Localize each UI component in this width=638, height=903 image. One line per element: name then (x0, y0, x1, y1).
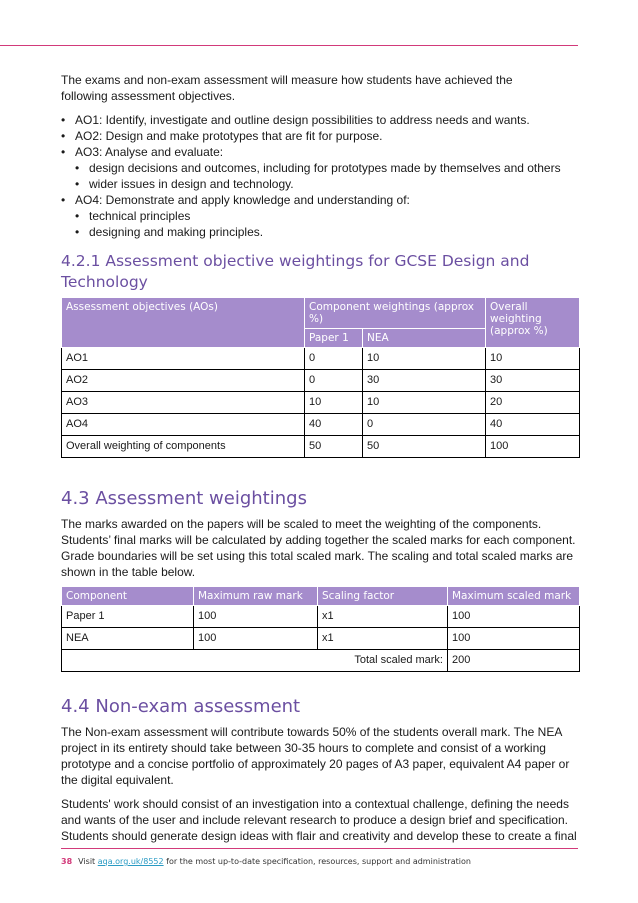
cell-overall: 20 (486, 392, 580, 414)
page-content (61, 72, 581, 844)
cell-overall: 10 (486, 348, 580, 370)
cell-component: Paper 1 (62, 606, 194, 628)
col-paper1-header: Paper 1 (305, 329, 363, 348)
cell-nea: 10 (363, 348, 486, 370)
cell-paper1: 50 (305, 436, 363, 458)
col-ao-header: Assessment objectives (AOs) (62, 298, 305, 348)
cell-ao: Overall weighting of components (62, 436, 305, 458)
cell-overall: 30 (486, 370, 580, 392)
section-44-para1: The Non-exam assessment will contribute towards 50% of the students overall mark. The NEA project in its entirety should take between 30-35 hours to complete and consist of a working prototype and a concise portfolio of approximately 20 pages of A3 paper, equivalent A4 paper or the digital equivalent. (61, 725, 570, 787)
cell-paper1: 0 (305, 348, 363, 370)
footer-link[interactable]: aqa.org.uk/8552 (97, 857, 164, 866)
scaling-col-header: Component (62, 587, 194, 606)
scaling-table (61, 586, 580, 672)
cell-paper1: 10 (305, 392, 363, 414)
cell-raw: 100 (194, 628, 318, 650)
intro-text: The exams and non-exam assessment will measure how students have achieved the following assessment objectives. (61, 73, 513, 103)
col-comp-header: Component weightings (approx %) (305, 298, 486, 329)
ao-weightings-table (61, 297, 580, 458)
bottom-rule (61, 848, 578, 849)
cell-paper1: 40 (305, 414, 363, 436)
cell-component: NEA (62, 628, 194, 650)
section-421-heading: 4.2.1 Assessment objective weightings for GCSE Design and Technology (61, 252, 530, 291)
table-row (62, 348, 580, 370)
scaling-col-header: Scaling factor (318, 587, 448, 606)
cell-overall: 40 (486, 414, 580, 436)
cell-nea: 10 (363, 392, 486, 414)
table-row (62, 606, 580, 628)
table-row (62, 414, 580, 436)
objective-item: • AO2: Design and make prototypes that are fit for purpose. (61, 128, 581, 144)
cell-ao: AO4 (62, 414, 305, 436)
footer-visit: Visit (78, 857, 96, 866)
col-overall-header: Overall weighting (approx %) (486, 298, 580, 348)
cell-ao: AO2 (62, 370, 305, 392)
objective-item: • AO1: Identify, investigate and outline design possibilities to address needs and wants. (61, 112, 581, 128)
objective-item: • designing and making principles. (61, 224, 581, 240)
cell-nea: 0 (363, 414, 486, 436)
cell-nea: 30 (363, 370, 486, 392)
cell-scaled: 100 (448, 606, 580, 628)
cell-ao: AO3 (62, 392, 305, 414)
section-44-para2: Students' work should consist of an investigation into a contextual challenge, defining the needs and wants of the user and include relevant research to produce a design brief and specification. Students should generate design ideas with flair and creativity and develop these to create a final (61, 797, 577, 843)
total-scaled-value: 200 (448, 650, 580, 672)
cell-scaling: x1 (318, 606, 448, 628)
table-row (62, 392, 580, 414)
cell-nea: 50 (363, 436, 486, 458)
section-43-heading: 4.3 Assessment weightings (61, 488, 307, 509)
objective-item: • AO3: Analyse and evaluate: (61, 144, 581, 160)
objective-item: • technical principles (61, 208, 581, 224)
objective-item: • design decisions and outcomes, including for prototypes made by themselves and others (61, 160, 581, 176)
cell-ao: AO1 (62, 348, 305, 370)
cell-scaled: 100 (448, 628, 580, 650)
section-44-heading: 4.4 Non-exam assessment (61, 696, 301, 717)
scaling-col-header: Maximum raw mark (194, 587, 318, 606)
total-scaled-label: Total scaled mark: (62, 650, 448, 672)
cell-overall: 100 (486, 436, 580, 458)
table-row (62, 628, 580, 650)
page-number: 38 (61, 857, 73, 866)
scaling-col-header: Maximum scaled mark (448, 587, 580, 606)
table-row (62, 370, 580, 392)
page-footer (61, 857, 471, 866)
table-row (62, 436, 580, 458)
top-rule (0, 45, 578, 46)
objective-item: • wider issues in design and technology. (61, 176, 581, 192)
cell-scaling: x1 (318, 628, 448, 650)
objective-item: • AO4: Demonstrate and apply knowledge and understanding of: (61, 192, 581, 208)
cell-raw: 100 (194, 606, 318, 628)
section-43-body: The marks awarded on the papers will be scaled to meet the weighting of the components. Students’ final marks will be calculated by adding together the scaled marks for each component. Grade boundaries will be set using this total scaled mark. The scaling and total scaled marks are shown in the table below. (61, 517, 576, 579)
footer-rest: for the most up-to-date specification, resources, support and administration (166, 857, 471, 866)
objectives-list (61, 112, 581, 240)
cell-paper1: 0 (305, 370, 363, 392)
col-nea-header: NEA (363, 329, 486, 348)
